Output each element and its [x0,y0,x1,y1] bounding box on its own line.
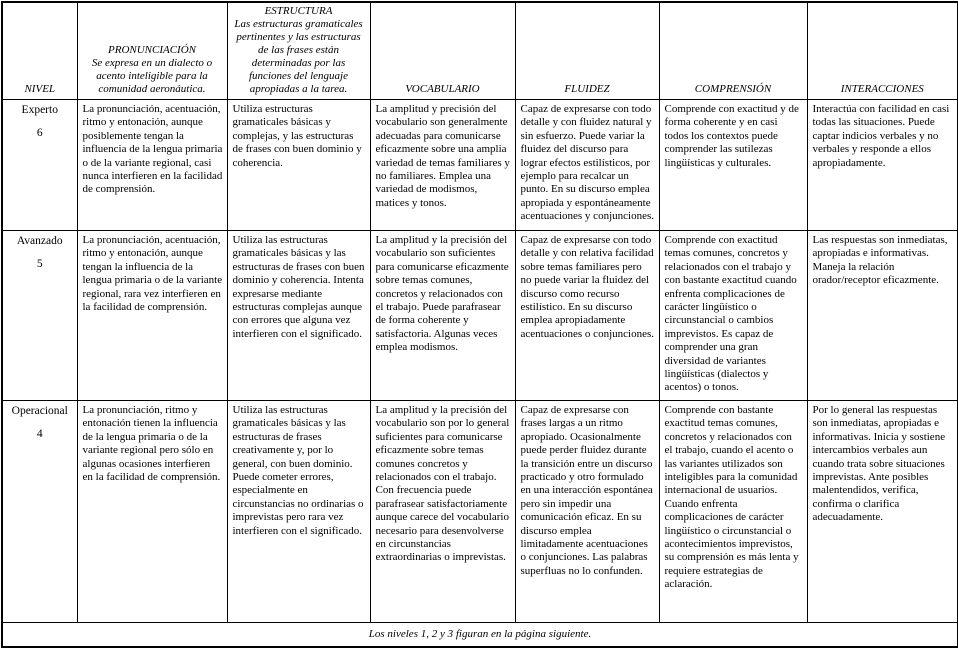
table-row-avanzado [2,231,958,401]
cell-operacional-comprension: Comprende con bastante exactitud temas comunes, concretos y relacionados con el trabajo, cuando el acento o las variantes utilizados son inteligibles para la comunidad internacional de usuarios. Cuando enfrenta complicaciones de carácter lingüístico o circunstancial o acontecimientos imprevistos, su comprensión es más lenta y requiere estrategias de aclaración. [659,401,807,623]
header-cell-vocabulario [370,2,515,100]
language-proficiency-table [1,1,958,648]
cell-operacional-interacciones: Por lo general las respuestas son inmediatas, apropiadas e informativas. Inicia y sostiene intercambios verbales aun cuando trata sobre situaciones imprevistas. Ante posibles malentendidos, verifica, confirma o clarifica adecuadamente. [807,401,958,623]
level-cell-operacional [2,401,77,623]
level-number: 6 [36,127,43,139]
table-row-experto [2,100,958,231]
cell-experto-fluidez: Capaz de expresarse con todo detalle y con fluidez natural y sin esfuerzo. Puede variar la fluidez del discurso para lograr efectos estilísticos, por ejemplo para recalcar un punto. En su discurso emplea apropiada y espontáneamente acentuaciones y conjunciones. [515,100,659,231]
level-name: Operacional [11,405,68,417]
column-title-estructura: ESTRUCTURA [264,5,333,17]
header-row [2,2,958,100]
cell-operacional-vocabulario: La amplitud y la precisión del vocabulario son por lo general suficientes para comunicarse eficazmente sobre temas comunes concretos y relacionados con el trabajo. Con frecuencia puede parafrasear satisfactoriamente aunque carece del vocabulario necesario para desenvolverse en circunstancias extraordinarias o imprevistas. [370,401,515,623]
cell-experto-interacciones: Interactúa con facilidad en casi todas las situaciones. Puede captar indicios verbales y no verbales y responde a ellos apropiadamente. [807,100,958,231]
cell-operacional-estructura: Utiliza las estructuras gramaticales básicas y las estructuras de frases creativamente y, por lo general, con buen dominio. Puede cometer errores, especialmente en circunstancias no ordinarias o imprevistas pero rara vez interfieren con el significado. [227,401,370,623]
column-title-fluidez: FLUIDEZ [564,83,610,95]
column-title-pronunciacion: PRONUNCIACIÓN [108,44,196,56]
level-name: Avanzado [16,235,63,247]
level-name: Experto [21,104,58,116]
cell-avanzado-fluidez: Capaz de expresarse con todo detalle y con relativa facilidad sobre temas familiares pero no puede variar la fluidez del discurso como recurso estilístico. En su discurso emplea apropiadamente acentuaciones o conjunciones. [515,231,659,401]
column-subtitle-pronunciacion: Se expresa en un dialecto o acento inteligible para la comunidad aeronáutica. [91,57,213,95]
level-number: 4 [36,428,43,440]
footer-row [2,623,958,647]
header-cell-interacciones [807,2,958,100]
level-number: 5 [36,258,43,270]
footer-note: Los niveles 1, 2 y 3 figuran en la página siguiente. [2,623,958,647]
header-cell-estructura [227,2,370,100]
header-cell-fluidez [515,2,659,100]
column-title-nivel: NIVEL [24,83,56,95]
cell-experto-estructura: Utiliza estructuras gramaticales básicas y complejas, y las estructuras de frases con buen dominio y coherencia. [227,100,370,231]
cell-avanzado-vocabulario: La amplitud y la precisión del vocabulario son suficientes para comunicarse eficazmente sobre temas comunes, concretos y relacionados con el trabajo. Puede parafrasear de forma coherente y satisfactoria. Algunas veces emplea modismos. [370,231,515,401]
cell-avanzado-estructura: Utiliza las estructuras gramaticales básicas y las estructuras de frases con buen dominio y coherencia. Intenta expresarse mediante estructuras complejas aunque con errores que alguna vez interfieren con el significado. [227,231,370,401]
column-subtitle-estructura: Las estructuras gramaticales pertinentes y las estructuras de las frases están determinadas por las funciones del lenguaje apropiadas a la tarea. [234,18,363,95]
cell-avanzado-comprension: Comprende con exactitud temas comunes, concretos y relacionados con el trabajo y con bastante exactitud cuando enfrenta complicaciones de carácter lingüístico o circunstancial o cambios imprevistos. Es capaz de comprender una gran diversidad de variantes lingüísticas (dialectos y acentos) o tonos. [659,231,807,401]
level-cell-avanzado [2,231,77,401]
header-cell-nivel [2,2,77,100]
column-title-interacciones: INTERACCIONES [840,83,924,95]
cell-experto-vocabulario: La amplitud y precisión del vocabulario son generalmente adecuadas para comunicarse eficazmente sobre una amplia variedad de temas familiares y no familiares. Emplea una variedad de modismos, matices y tonos. [370,100,515,231]
cell-operacional-pronunciacion: La pronunciación, ritmo y entonación tienen la influencia de la lengua primaria o de la variante regional pero sólo en algunas ocasiones interfieren en la facilidad de comprensión. [77,401,227,623]
cell-experto-pronunciacion: La pronunciación, acentuación, ritmo y entonación, aunque posiblemente tengan la influencia de la lengua primaria o de la variante regional, casi nunca interfieren en la facilidad de comprensión. [77,100,227,231]
header-cell-comprension [659,2,807,100]
column-title-comprension: COMPRENSIÓN [694,83,772,95]
cell-avanzado-pronunciacion: La pronunciación, acentuación, ritmo y entonación, aunque tengan la influencia de la lengua primaria o de la variante regional, rara vez interfieren en la facilidad de comprensión. [77,231,227,401]
table-row-operacional [2,401,958,623]
header-cell-pronunciacion [77,2,227,100]
cell-operacional-fluidez: Capaz de expresarse con frases largas a un ritmo apropiado. Ocasionalmente puede perder fluidez durante la transición entre un discurso practicado y otro formulado en una interacción espontánea pero sin impedir una comunicación eficaz. En su discurso emplea limitadamente acentuaciones o conjunciones. Las palabras superfluas no lo confunden. [515,401,659,623]
column-title-vocabulario: VOCABULARIO [405,83,480,95]
cell-avanzado-interacciones: Las respuestas son inmediatas, apropiadas e informativas. Maneja la relación orador/receptor eficazmente. [807,231,958,401]
cell-experto-comprension: Comprende con exactitud y de forma coherente y en casi todos los contextos puede comprender las sutilezas lingüísticas y culturales. [659,100,807,231]
level-cell-experto [2,100,77,231]
